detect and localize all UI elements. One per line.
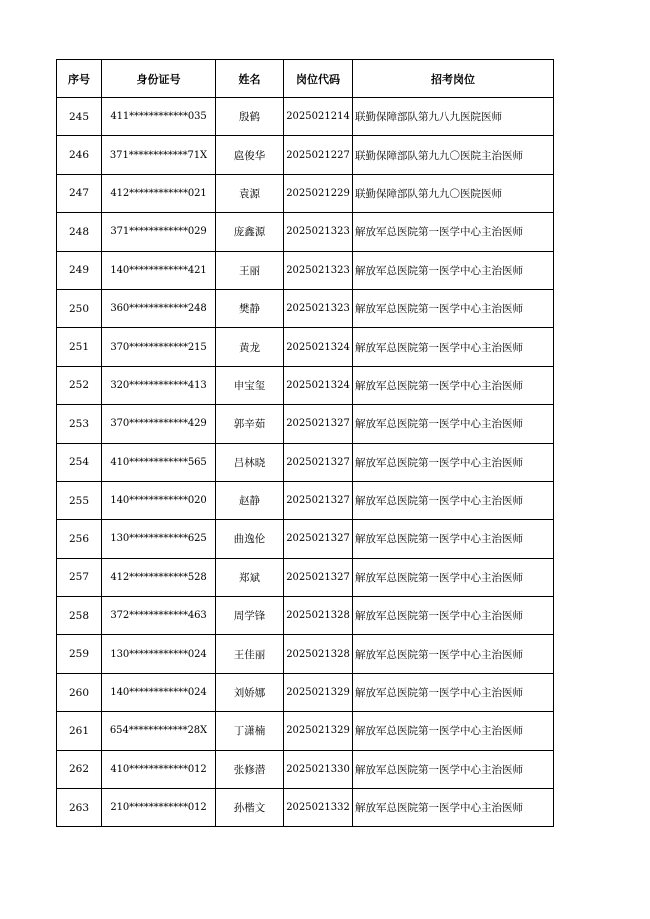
- post-code-cell: 2025021327: [284, 558, 353, 596]
- serial-cell: 247: [57, 174, 102, 212]
- serial-cell: 261: [57, 712, 102, 750]
- post-code-cell: 2025021330: [284, 750, 353, 788]
- id-number-cell: 411************035: [102, 98, 216, 136]
- post-cell: 解放军总医院第一医学中心主治医师: [353, 789, 554, 827]
- post-code-cell: 2025021329: [284, 673, 353, 711]
- post-code-cell: 2025021323: [284, 251, 353, 289]
- post-cell: 联勤保障部队第九九〇医院医师: [353, 174, 554, 212]
- serial-cell: 245: [57, 98, 102, 136]
- serial-cell: 248: [57, 213, 102, 251]
- serial-cell: 258: [57, 597, 102, 635]
- table-row: [57, 673, 554, 711]
- id-number-cell: 140************024: [102, 673, 216, 711]
- serial-cell: 263: [57, 789, 102, 827]
- post-cell: 解放军总医院第一医学中心主治医师: [353, 750, 554, 788]
- id-number-cell: 370************215: [102, 328, 216, 366]
- post-code-cell: 2025021323: [284, 213, 353, 251]
- name-cell: 袁源: [216, 174, 284, 212]
- post-code-cell: 2025021328: [284, 597, 353, 635]
- name-cell: 孙楷文: [216, 789, 284, 827]
- post-code-cell: 2025021227: [284, 136, 353, 174]
- name-cell: 樊静: [216, 289, 284, 327]
- post-cell: 解放军总医院第一医学中心主治医师: [353, 405, 554, 443]
- table-row: [57, 366, 554, 404]
- id-number-cell: 140************421: [102, 251, 216, 289]
- header-post: 招考岗位: [353, 60, 554, 98]
- serial-cell: 259: [57, 635, 102, 673]
- post-cell: 解放军总医院第一医学中心主治医师: [353, 443, 554, 481]
- serial-cell: 260: [57, 673, 102, 711]
- serial-cell: 246: [57, 136, 102, 174]
- post-code-cell: 2025021327: [284, 405, 353, 443]
- post-cell: 解放军总医院第一医学中心主治医师: [353, 481, 554, 519]
- table-row: [57, 635, 554, 673]
- table-row: [57, 98, 554, 136]
- name-cell: 申宝玺: [216, 366, 284, 404]
- name-cell: 黄龙: [216, 328, 284, 366]
- name-cell: 郑斌: [216, 558, 284, 596]
- serial-cell: 251: [57, 328, 102, 366]
- post-code-cell: 2025021327: [284, 443, 353, 481]
- name-cell: 刘娇娜: [216, 673, 284, 711]
- id-number-cell: 371************029: [102, 213, 216, 251]
- header-row: [57, 60, 554, 98]
- serial-cell: 262: [57, 750, 102, 788]
- name-cell: 吕林晓: [216, 443, 284, 481]
- table-body: [57, 98, 554, 827]
- name-cell: 殷鹤: [216, 98, 284, 136]
- id-number-cell: 140************020: [102, 481, 216, 519]
- serial-cell: 250: [57, 289, 102, 327]
- post-code-cell: 2025021329: [284, 712, 353, 750]
- post-code-cell: 2025021327: [284, 520, 353, 558]
- serial-cell: 257: [57, 558, 102, 596]
- id-number-cell: 654************28X: [102, 712, 216, 750]
- post-code-cell: 2025021324: [284, 328, 353, 366]
- table-row: [57, 136, 554, 174]
- serial-cell: 249: [57, 251, 102, 289]
- table-row: [57, 712, 554, 750]
- table-row: [57, 558, 554, 596]
- serial-cell: 255: [57, 481, 102, 519]
- post-cell: 解放军总医院第一医学中心主治医师: [353, 251, 554, 289]
- name-cell: 周学锋: [216, 597, 284, 635]
- post-cell: 解放军总医院第一医学中心主治医师: [353, 635, 554, 673]
- header-name: 姓名: [216, 60, 284, 98]
- name-cell: 王佳丽: [216, 635, 284, 673]
- header-serial: 序号: [57, 60, 102, 98]
- serial-cell: 252: [57, 366, 102, 404]
- id-number-cell: 410************012: [102, 750, 216, 788]
- post-cell: 联勤保障部队第九九〇医院主治医师: [353, 136, 554, 174]
- table-row: [57, 481, 554, 519]
- id-number-cell: 370************429: [102, 405, 216, 443]
- post-code-cell: 2025021328: [284, 635, 353, 673]
- post-cell: 解放军总医院第一医学中心主治医师: [353, 328, 554, 366]
- id-number-cell: 371************71X: [102, 136, 216, 174]
- name-cell: 丁潇楠: [216, 712, 284, 750]
- id-number-cell: 130************625: [102, 520, 216, 558]
- header-post-code: 岗位代码: [284, 60, 353, 98]
- name-cell: 张修潜: [216, 750, 284, 788]
- post-cell: 解放军总医院第一医学中心主治医师: [353, 520, 554, 558]
- post-code-cell: 2025021323: [284, 289, 353, 327]
- post-cell: 解放军总医院第一医学中心主治医师: [353, 597, 554, 635]
- name-cell: 赵静: [216, 481, 284, 519]
- table-row: [57, 213, 554, 251]
- id-number-cell: 320************413: [102, 366, 216, 404]
- id-number-cell: 210************012: [102, 789, 216, 827]
- table-row: [57, 443, 554, 481]
- name-cell: 王丽: [216, 251, 284, 289]
- serial-cell: 253: [57, 405, 102, 443]
- id-number-cell: 412************528: [102, 558, 216, 596]
- post-cell: 解放军总医院第一医学中心主治医师: [353, 213, 554, 251]
- post-cell: 解放军总医院第一医学中心主治医师: [353, 366, 554, 404]
- table-row: [57, 405, 554, 443]
- id-number-cell: 372************463: [102, 597, 216, 635]
- id-number-cell: 360************248: [102, 289, 216, 327]
- post-code-cell: 2025021214: [284, 98, 353, 136]
- table-row: [57, 251, 554, 289]
- candidate-table: [56, 59, 554, 827]
- table-row: [57, 289, 554, 327]
- post-cell: 联勤保障部队第九八九医院医师: [353, 98, 554, 136]
- post-code-cell: 2025021332: [284, 789, 353, 827]
- post-code-cell: 2025021324: [284, 366, 353, 404]
- name-cell: 曲逸伦: [216, 520, 284, 558]
- serial-cell: 254: [57, 443, 102, 481]
- id-number-cell: 410************565: [102, 443, 216, 481]
- post-cell: 解放军总医院第一医学中心主治医师: [353, 289, 554, 327]
- table-header: [57, 60, 554, 98]
- id-number-cell: 412************021: [102, 174, 216, 212]
- name-cell: 郭辛茹: [216, 405, 284, 443]
- post-code-cell: 2025021327: [284, 481, 353, 519]
- table-row: [57, 520, 554, 558]
- header-id-number: 身份证号: [102, 60, 216, 98]
- post-cell: 解放军总医院第一医学中心主治医师: [353, 558, 554, 596]
- serial-cell: 256: [57, 520, 102, 558]
- name-cell: 庞鑫源: [216, 213, 284, 251]
- post-code-cell: 2025021229: [284, 174, 353, 212]
- post-cell: 解放军总医院第一医学中心主治医师: [353, 712, 554, 750]
- candidate-table-container: [56, 59, 553, 827]
- id-number-cell: 130************024: [102, 635, 216, 673]
- table-row: [57, 789, 554, 827]
- table-row: [57, 328, 554, 366]
- post-cell: 解放军总医院第一医学中心主治医师: [353, 673, 554, 711]
- name-cell: 扈俊华: [216, 136, 284, 174]
- table-row: [57, 174, 554, 212]
- table-row: [57, 597, 554, 635]
- table-row: [57, 750, 554, 788]
